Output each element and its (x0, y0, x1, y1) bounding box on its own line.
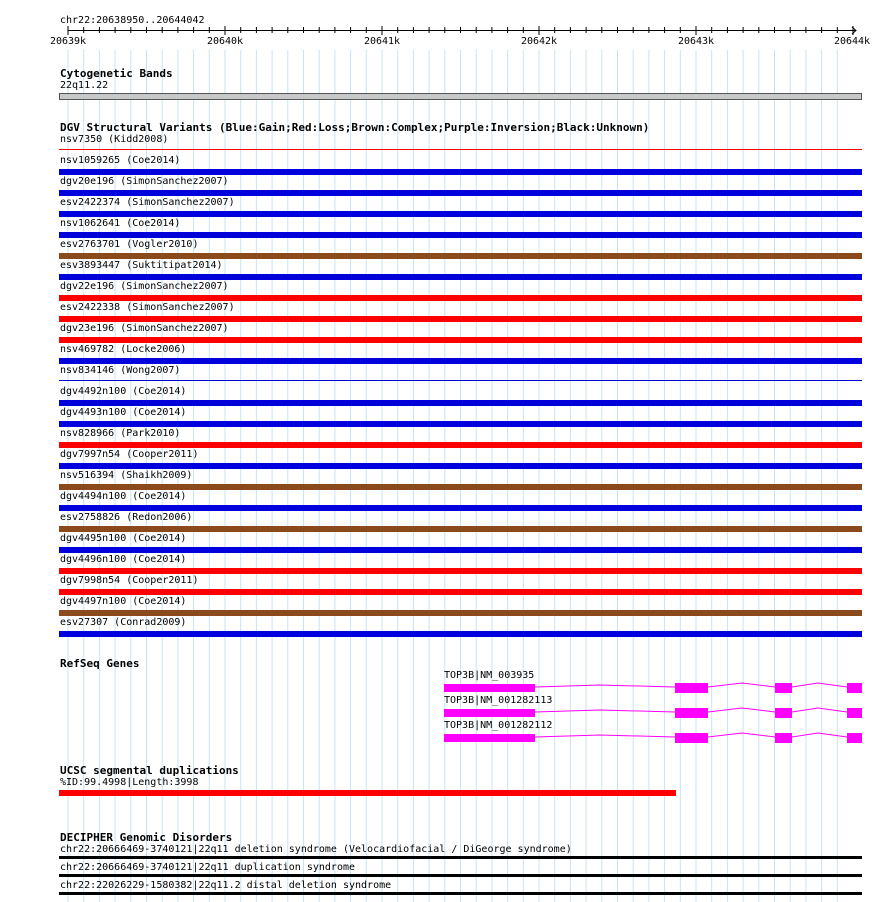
ruler-tick-label: 20640k (206, 36, 244, 47)
dgv-variant-label: dgv4492n100 (Coe2014) (60, 386, 187, 397)
dgv-variant-label: nsv1062641 (Coe2014) (60, 218, 181, 229)
gene-label: TOP3B|NM_001282113 (444, 695, 553, 706)
dgv-variant-label: nsv1059265 (Coe2014) (60, 155, 181, 166)
ruler-tick-label: 20641k (363, 36, 401, 47)
dgv-variant-label: dgv20e196 (SimonSanchez2007) (60, 176, 229, 187)
dgv-track-title: DGV Structural Variants (Blue:Gain;Red:Loss;Brown:Complex;Purple:Inversion;Black:Unknown) (60, 121, 650, 134)
dgv-variant-label: dgv4494n100 (Coe2014) (60, 491, 187, 502)
dgv-variant-label: dgv7997n54 (Cooper2011) (60, 449, 199, 460)
ruler-location-label: chr22:20638950..20644042 (60, 15, 205, 26)
decipher-bar[interactable] (59, 874, 862, 877)
decipher-label: chr22:20666469-3740121|22q11 duplication syndrome (60, 862, 356, 873)
dgv-variant-label: nsv828966 (Park2010) (60, 428, 181, 439)
gene-label: TOP3B|NM_001282112 (444, 720, 553, 731)
segdup-bar[interactable] (59, 790, 676, 796)
dgv-variant-label: esv2422374 (SimonSanchez2007) (60, 197, 235, 208)
ruler-tick-label: 20642k (520, 36, 558, 47)
gene-model[interactable] (444, 733, 862, 743)
decipher-bar[interactable] (59, 856, 862, 859)
dgv-variant-label: esv27307 (Conrad2009) (60, 617, 187, 628)
dgv-variant-label: dgv4495n100 (Coe2014) (60, 533, 187, 544)
dgv-variant-label: esv2763701 (Vogler2010) (60, 239, 199, 250)
cytoband-track-title: Cytogenetic Bands (60, 67, 173, 80)
decipher-label: chr22:20666469-3740121|22q11 deletion syndrome (Velocardiofacial / DiGeorge syndrome) (60, 844, 572, 855)
decipher-track-title: DECIPHER Genomic Disorders (60, 831, 233, 844)
gene-label: TOP3B|NM_003935 (444, 670, 535, 681)
dgv-variant-label: nsv7350 (Kidd2008) (60, 134, 169, 145)
segdup-track-title: UCSC segmental duplications (60, 764, 239, 777)
ruler-axis (0, 0, 890, 50)
refseq-track-title: RefSeq Genes (60, 657, 140, 670)
ruler-tick-label: 20644k (833, 36, 871, 47)
segdup-label: %ID:99.4998|Length:3998 (60, 777, 199, 788)
dgv-variant-label: dgv4493n100 (Coe2014) (60, 407, 187, 418)
dgv-variant-label: esv2422338 (SimonSanchez2007) (60, 302, 235, 313)
dgv-variant-label: dgv4497n100 (Coe2014) (60, 596, 187, 607)
dgv-variant-label: nsv469782 (Locke2006) (60, 344, 187, 355)
gene-model[interactable] (444, 708, 862, 718)
dgv-variant-label: dgv22e196 (SimonSanchez2007) (60, 281, 229, 292)
dgv-variant-label: dgv4496n100 (Coe2014) (60, 554, 187, 565)
dgv-variant-label: nsv516394 (Shaikh2009) (60, 470, 193, 481)
dgv-variant-label: esv2758826 (Redon2006) (60, 512, 193, 523)
ruler-tick-label: 20639k (49, 36, 87, 47)
decipher-bar[interactable] (59, 892, 862, 895)
dgv-variant-label: dgv7998n54 (Cooper2011) (60, 575, 199, 586)
dgv-variant-label: nsv834146 (Wong2007) (60, 365, 181, 376)
gene-model[interactable] (444, 683, 862, 693)
cytoband-label: 22q11.22 (60, 80, 109, 91)
dgv-variant-label: dgv23e196 (SimonSanchez2007) (60, 323, 229, 334)
dgv-variant-label: esv3893447 (Suktitipat2014) (60, 260, 223, 271)
decipher-label: chr22:22026229-1580382|22q11.2 distal deletion syndrome (60, 880, 392, 891)
ruler-tick-label: 20643k (677, 36, 715, 47)
